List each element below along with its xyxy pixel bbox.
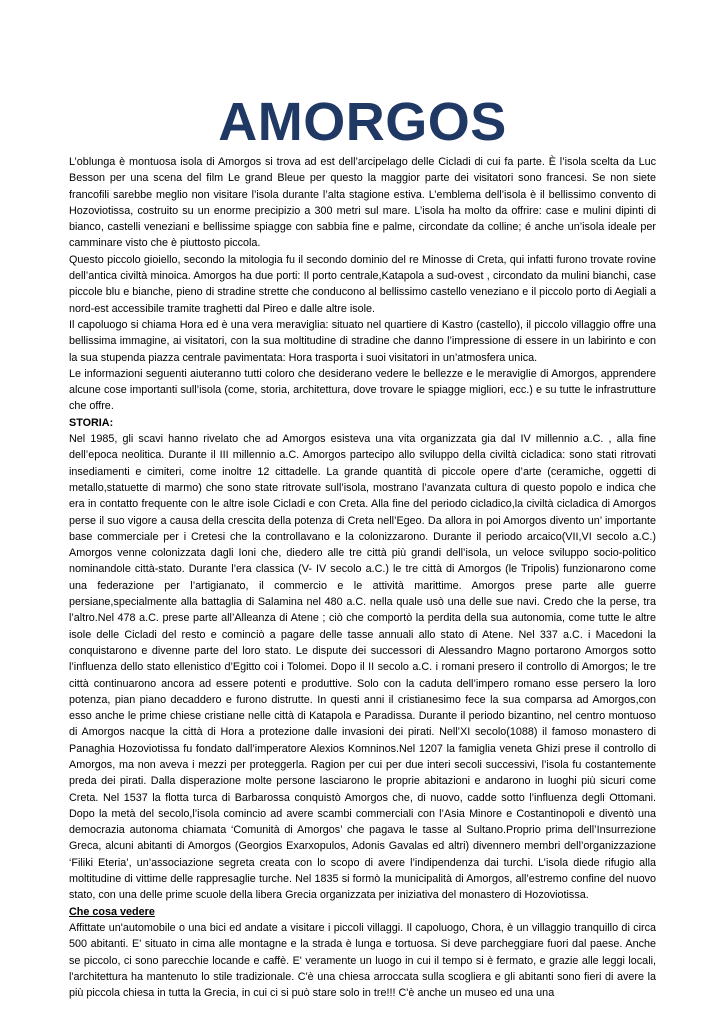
vedere-heading: Che cosa vedere	[69, 905, 155, 918]
intro-paragraph-3: Il capoluogo si chiama Hora ed è una vera meraviglia: situato nel quartiere di Kastro (castello), il piccolo villaggio offre una bellissima immagine, ai visitatori, con la sua moltitudine di stradine che danno l’impressione di essere in un labirinto e con la sua stupenda piazza centrale pavimentata: Hora trasporta i suoi visitatori in un’atmosfera unica.	[69, 318, 656, 364]
document-title: AMORGOS	[218, 92, 507, 152]
storia-paragraph: Nel 1985, gli scavi hanno rivelato che ad Amorgos esisteva una vita organizzata gia dal IV millennio a.C. , alla fine dell’epoca neolitica. Durante il III millennio a.C. Amorgos partecipo allo sviluppo della civiltà cicladica: sono stati ritrovati insediamenti e cimiteri, come inoltre 12 cittadelle. La grande quantità di piccole opere d’arte (ceramiche, oggetti di metallo,statuette di marmo) che sono state ritrovate sull’isola, mostrano l’avanzata cultura di questo popolo e indica che era in contatto frequente con le altre isole Cicladi e con Creta. Alla fine del periodo cicladico,la civiltà cicladica di Amorgos perse il suo vigore a causa della crescita della potenza di Creta nell’Egeo. Da allora in poi Amorgos divento un’ importante base commerciale per i Cretesi che la controllavano e la colonizzarono. Durante il periodo arcaico(VII,VI secolo a.C.) Amorgos venne colonizzata dagli Ioni che, diedero alle tre città più grandi dell’isola, un veloce sviluppo socio-politico nominandole città-stato. Durante l’era classica (V- IV secolo a.C.) le tre città di Amorgos (le Tripolis) funzionarono come una federazione per l’artigianato, il commercio e le attività marittime. Amorgos prese parte alle guerre persiane,specialmente alla battaglia di Salamina nel 480 a.C. nella quale usò una delle sue navi. Credo che la perse, tra l’altro.Nel 478 a.C. prese parte all’Alleanza di Atene ; ciò che comportò la perdita della sua autonomia, come tutte le altre isole delle Cicladi del resto e cominciò a pagare delle tasse annuali allo stato di Atene. Nel 337 a.C. i Macedoni la conquistarono e divenne parte del loro stato. Le dispute dei successori di Alessandro Magno portarono Amorgos sotto l’influenza dello stato ellenistico d’Egitto coi i Tolomei. Dopo il II secolo a.C. i romani presero il controllo di Amorgos; le tre città continuarono ancora ad essere potenti e produttive. Solo con la caduta dell’impero romano esse persero la loro potenza, pian piano decaddero e furono distrutte. In questi anni il cristianesimo fece la sua comparsa ad Amorgos,con esso anche le prime chiese cristiane nelle città di Katapola e Paradissa. Durante il periodo bizantino, nel centro montuoso di Amorgos nacque la città di Hora a protezione dalle invasioni dei pirati. Nell’XI secolo(1088) il famoso monastero di Panaghia Hozoviotissa fu fondato dall’imperatore Alexios Komninos.Nel 1207 la famiglia veneta Ghizi prese il controllo di Amorgos, ma non aveva i mezzi per proteggerla. Ragion per cui per due interi secoli successivi, l’isola fu costantemente preda dei pirati. Dalla disperazione molte persone lasciarono le proprie abitazioni e andarono in luoghi più sicuri come Creta. Nel 1537 la flotta turca di Barbarossa conquistò Amorgos che, di nuovo, cadde sotto l’influenza degli Ottomani. Dopo la metà del secolo,l’isola comincio ad avere scambi commerciali con l’Asia Minore e Costantinopoli e diventò una democrazia autonoma chiamata ‘Comunità di Amorgos’ che pagava le tasse al Sultano.Proprio prima dell’Insurrezione Greca, alcuni abitanti di Amorgos (Georgios Exarxopulos, Adonis Gavalas ed altri) divennero membri dell’organizzazione ‘Filiki Eteria’, un’associazione segreta creata con lo scopo di avere l’indipendenza dai turchi. L’isola diede rifugio alla moltitudine di vittime delle rappresaglie turche. Nel 1835 si formò la municipalità di Amorgos, all’estremo confine del nuovo stato, con una delle prime scuole della libera Grecia organizzata per iniziativa del monastero di Hozoviotissa.	[69, 433, 656, 902]
intro-paragraph-4: Le informazioni seguenti aiuteranno tutti coloro che desiderano vedere le bellezze e le meraviglie di Amorgos, apprendere alcune cose importanti sull’isola (come, storia, architettura, dove trovare le spiagge migliori, ecc.) e su tutte le infrastrutture che offre.	[69, 367, 656, 413]
intro-paragraph-2: Questo piccolo gioiello, secondo la mitologia fu il secondo dominio del re Minosse di Creta, qui infatti furono trovate rovine dell’antica civiltà minoica. Amorgos ha due porti: Il porto centrale,Katapola a sud-ovest , circondato da mulini bianchi, case piccole blu e bianche, pieno di stradine strette che conducono al bellissimo castello veneziano e il piccolo porto di Aegiali a nord-est accessibile tramite traghetti dal Pireo e dalle altre isole.	[69, 253, 656, 315]
storia-heading: STORIA:	[69, 416, 114, 429]
document-body	[69, 154, 656, 1001]
vedere-paragraph: Affittate un'automobile o una bici ed andate a visitare i piccoli villaggi. Il capoluogo, Chora, è un villaggio tranquillo di circa 500 abitanti. E' situato in cima alle montagne e la strada è lunga e tortuosa. Si deve parcheggiare fuori dal paese. Anche se piccolo, ci sono parecchie locande e caffè. E' veramente un luogo in cui il tempo si è fermato, e grazie alle leggi locali, l'architettura ha mantenuto lo stile tradizionale. C'è una chiesa arroccata sulla scogliera e gli abitanti sono fieri di avere la più piccola chiesa in tutta la Grecia, in cui ci si può stare solo in tre!!! C'è anche un museo ed una una	[69, 921, 656, 1000]
intro-paragraph-1: L’oblunga è montuosa isola di Amorgos si trova ad est dell’arcipelago delle Cicladi di cui fa parte. È l’isola scelta da Luc Besson per una scena del film Le grand Bleue per questo la maggior parte dei visitatori sono francesi. Se non siete francofili sarebbe meglio non visitare l’isola durante l’alta stagione estiva. L’emblema dell’isola è il bellissimo convento di Hozoviotissa, costruito su un enorme precipizio a 300 metri sul mare. L’isola ha molto da offrire: case e mulini dipinti di bianco, castelli veneziani e bellissime spiagge con sabbia fine e palme, circondate da colline; é anche un’isola ideale per camminare visto che è piuttosto piccola.	[69, 156, 656, 250]
